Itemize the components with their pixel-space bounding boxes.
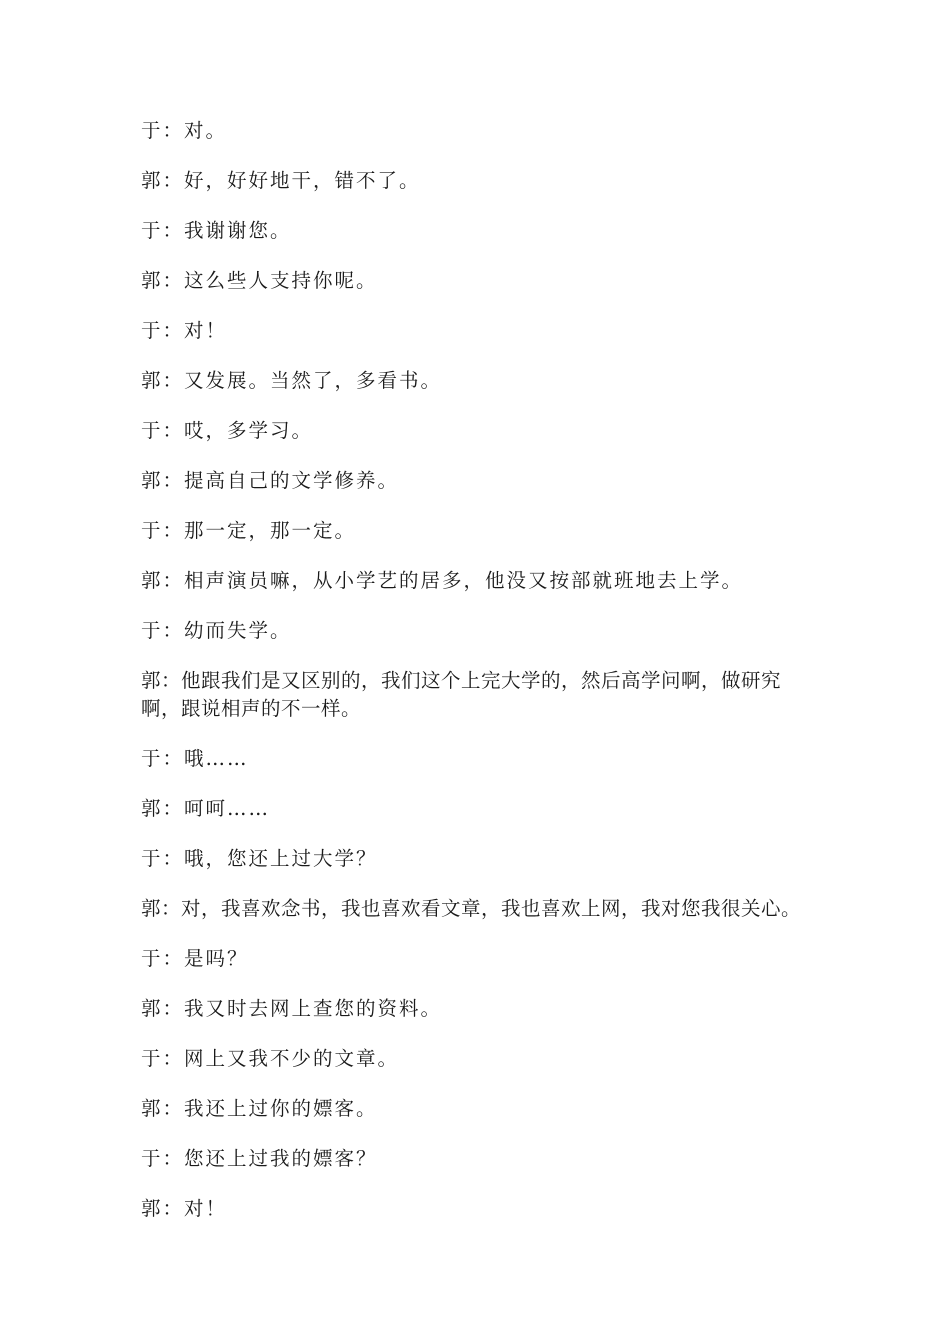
speaker-label: 于： bbox=[141, 747, 185, 770]
dialogue-text: 对！ bbox=[184, 319, 228, 342]
dialogue-text: 是吗？ bbox=[184, 947, 249, 970]
dialogue-line bbox=[141, 745, 821, 773]
dialogue-line bbox=[141, 417, 821, 445]
speaker-label: 于： bbox=[141, 419, 185, 442]
dialogue-text: 我又时去网上查您的资料。 bbox=[184, 997, 443, 1020]
dialogue-line bbox=[141, 995, 821, 1023]
speaker-label: 郭： bbox=[141, 897, 182, 920]
speaker-label: 于： bbox=[141, 319, 185, 342]
speaker-label: 郭： bbox=[141, 1197, 185, 1220]
speaker-label: 于： bbox=[141, 847, 185, 870]
dialogue-text: 对！ bbox=[184, 1197, 228, 1220]
dialogue-line bbox=[141, 117, 821, 145]
speaker-label: 郭： bbox=[141, 269, 185, 292]
speaker-label: 于： bbox=[141, 219, 185, 242]
speaker-label: 郭： bbox=[141, 369, 185, 392]
document-page bbox=[141, 117, 821, 1245]
dialogue-line bbox=[141, 467, 821, 495]
dialogue-line bbox=[141, 1095, 821, 1123]
dialogue-line bbox=[141, 167, 821, 195]
dialogue-line bbox=[141, 517, 821, 545]
dialogue-text: 相声演员嘛，从小学艺的居多，他没又按部就班地去上学。 bbox=[184, 569, 744, 592]
dialogue-text: 我还上过你的嫖客。 bbox=[184, 1097, 378, 1120]
speaker-label: 于： bbox=[141, 619, 185, 642]
dialogue-line bbox=[141, 945, 821, 973]
speaker-label: 于： bbox=[141, 119, 185, 142]
speaker-label: 郭： bbox=[141, 1097, 185, 1120]
dialogue-text: 这么些人支持你呢。 bbox=[184, 269, 378, 292]
speaker-label: 郭： bbox=[141, 169, 185, 192]
speaker-label: 于： bbox=[141, 1147, 185, 1170]
dialogue-line bbox=[141, 367, 821, 395]
dialogue-text: 您还上过我的嫖客？ bbox=[184, 1147, 378, 1170]
dialogue-line bbox=[141, 567, 821, 595]
speaker-label: 于： bbox=[141, 947, 185, 970]
speaker-label: 郭： bbox=[141, 469, 185, 492]
dialogue-line bbox=[141, 895, 821, 923]
dialogue-text: 对，我喜欢念书，我也喜欢看文章，我也喜欢上网，我对您我很关心。 bbox=[181, 897, 802, 920]
speaker-label: 郭： bbox=[141, 997, 185, 1020]
dialogue-text: 提高自己的文学修养。 bbox=[184, 469, 400, 492]
dialogue-line bbox=[141, 795, 821, 823]
dialogue-text: 那一定，那一定。 bbox=[184, 519, 357, 542]
speaker-label: 于： bbox=[141, 519, 185, 542]
speaker-label: 于： bbox=[141, 1047, 185, 1070]
dialogue-text: 好，好好地干，错不了。 bbox=[184, 169, 421, 192]
dialogue-line bbox=[141, 267, 821, 295]
dialogue-line bbox=[141, 1145, 821, 1173]
dialogue-line bbox=[141, 617, 821, 645]
speaker-label: 郭： bbox=[141, 797, 185, 820]
dialogue-line bbox=[141, 1045, 821, 1073]
dialogue-text: 对。 bbox=[184, 119, 228, 142]
dialogue-line bbox=[141, 1195, 821, 1223]
dialogue-text: 呵呵…… bbox=[184, 797, 271, 820]
speaker-label: 郭： bbox=[141, 569, 185, 592]
dialogue-text: 我谢谢您。 bbox=[184, 219, 292, 242]
dialogue-line bbox=[141, 845, 821, 873]
dialogue-text: 幼而失学。 bbox=[184, 619, 292, 642]
speaker-label: 郭： bbox=[141, 669, 182, 692]
dialogue-line bbox=[141, 667, 821, 723]
dialogue-text: 他跟我们是又区别的，我们这个上完大学的，然后高学问啊，做研究啊，跟说相声的不一样。 bbox=[141, 669, 782, 720]
dialogue-line bbox=[141, 217, 821, 245]
dialogue-text: 哦…… bbox=[184, 747, 249, 770]
dialogue-text: 网上又我不少的文章。 bbox=[184, 1047, 400, 1070]
dialogue-line bbox=[141, 317, 821, 345]
dialogue-text: 哎，多学习。 bbox=[184, 419, 314, 442]
dialogue-text: 又发展。当然了，多看书。 bbox=[184, 369, 443, 392]
dialogue-text: 哦，您还上过大学？ bbox=[184, 847, 378, 870]
